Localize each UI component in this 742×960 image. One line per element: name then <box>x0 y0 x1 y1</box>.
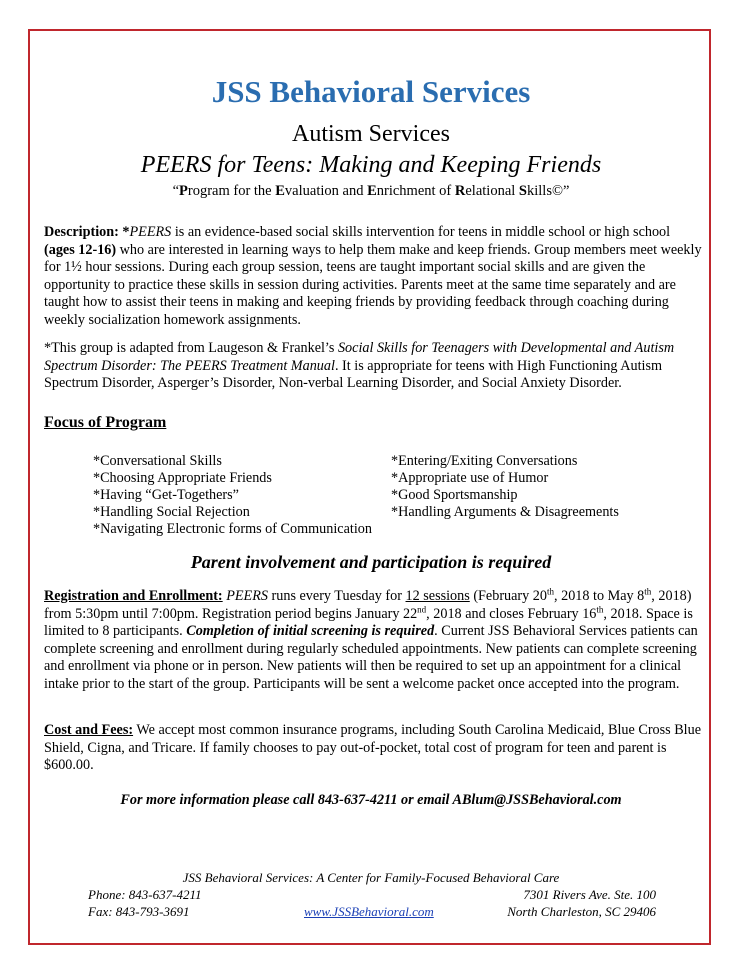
footer-address-line2: North Charleston, SC 29406 <box>507 904 656 919</box>
focus-item: *Choosing Appropriate Friends <box>93 470 272 486</box>
focus-item: *Navigating Electronic forms of Communication <box>93 521 372 537</box>
program-title: PEERS for Teens: Making and Keeping Friends <box>140 152 602 178</box>
focus-list-left <box>93 453 372 538</box>
focus-item: *Having “Get-Togethers” <box>93 487 239 503</box>
cost-label: Cost and Fees: <box>44 722 134 738</box>
parent-requirement: Parent involvement and participation is required <box>190 552 552 572</box>
adapted-paragraph: *This group is adapted from Laugeson & Frankel’s Social Skills for Teenagers with Developmental and Autism Spectrum Disorder: The PEERS Treatment Manual. It is appropriate for teens with High Functioning Autism Spectrum Disorder, Asperger’s Disorder, Non-verbal Learning Disorder, and Social Anxiety Disorder. <box>44 340 675 391</box>
org-title: JSS Behavioral Services <box>211 74 531 109</box>
footer-tagline: JSS Behavioral Services: A Center for Family-Focused Behavioral Care <box>182 870 560 885</box>
focus-item: *Appropriate use of Humor <box>391 470 549 486</box>
focus-heading: Focus of Program <box>44 414 167 431</box>
more-info: For more information please call 843-637-4211 or email ABlum@JSSBehavioral.com <box>120 792 622 808</box>
service-title: Autism Services <box>292 121 450 147</box>
book-title: Social Skills for Teenagers with Developmental and Autism Spectrum Disorder: The PEERS Treatment Manual <box>44 340 675 374</box>
focus-list-right <box>391 453 619 521</box>
program-acronym: “Program for the Evaluation and Enrichment of Relational Skills©” <box>172 183 570 199</box>
website-link[interactable]: www.JSSBehavioral.com <box>304 904 434 919</box>
description-label: Description: <box>44 224 119 240</box>
focus-item: *Entering/Exiting Conversations <box>391 453 578 469</box>
registration-paragraph: Registration and Enrollment: PEERS runs every Tuesday for 12 sessions (February 20th, 2018 to May 8th, 2018) from 5:30pm until 7:00pm. Registration period begins January 22nd, 2018 and closes February 16th, 2018. Space is limited to 8 participants. Completion of initial screening is required. Current JSS Behavioral Services patients can complete screening and enrollment during regularly scheduled appointments. New patients can complete screening and enrollment via phone or in person. New patients will then be required to set up an appointment for a clinical intake prior to the start of the group. Participants will be sent a welcome packet once accepted into the program. <box>44 586 698 692</box>
footer-address-line1: 7301 Rivers Ave. Ste. 100 <box>523 887 656 902</box>
focus-item: *Conversational Skills <box>93 453 222 469</box>
footer-fax: Fax: 843-793-3691 <box>88 904 190 919</box>
cost-paragraph: Cost and Fees: We accept most common insurance programs, including South Carolina Medicaid, Blue Cross Blue Shield, Cigna, and Tricare. If family chooses to pay out-of-pocket, total cost of program for teen and parent is $600.00. <box>44 722 702 773</box>
registration-label: Registration and Enrollment: <box>44 588 223 604</box>
footer-phone: Phone: 843-637-4211 <box>88 887 202 902</box>
focus-item: *Good Sportsmanship <box>391 487 518 503</box>
focus-item: *Handling Social Rejection <box>93 504 250 520</box>
focus-item: *Handling Arguments & Disagreements <box>391 504 619 520</box>
description-paragraph: Description: *PEERS is an evidence-based social skills intervention for teens in middle school or high school (ages 12-16) who are interested in learning ways to help them make and keep friends. Group members meet weekly for 1½ hour sessions. During each group session, teens are taught important social skills and are given the opportunity to practice these skills in session during activities. Parents meet at the same time separately and are taught how to assist their teens in making and keeping friends by providing feedback through coaching during weekly socialization homework assignments. <box>44 224 702 328</box>
